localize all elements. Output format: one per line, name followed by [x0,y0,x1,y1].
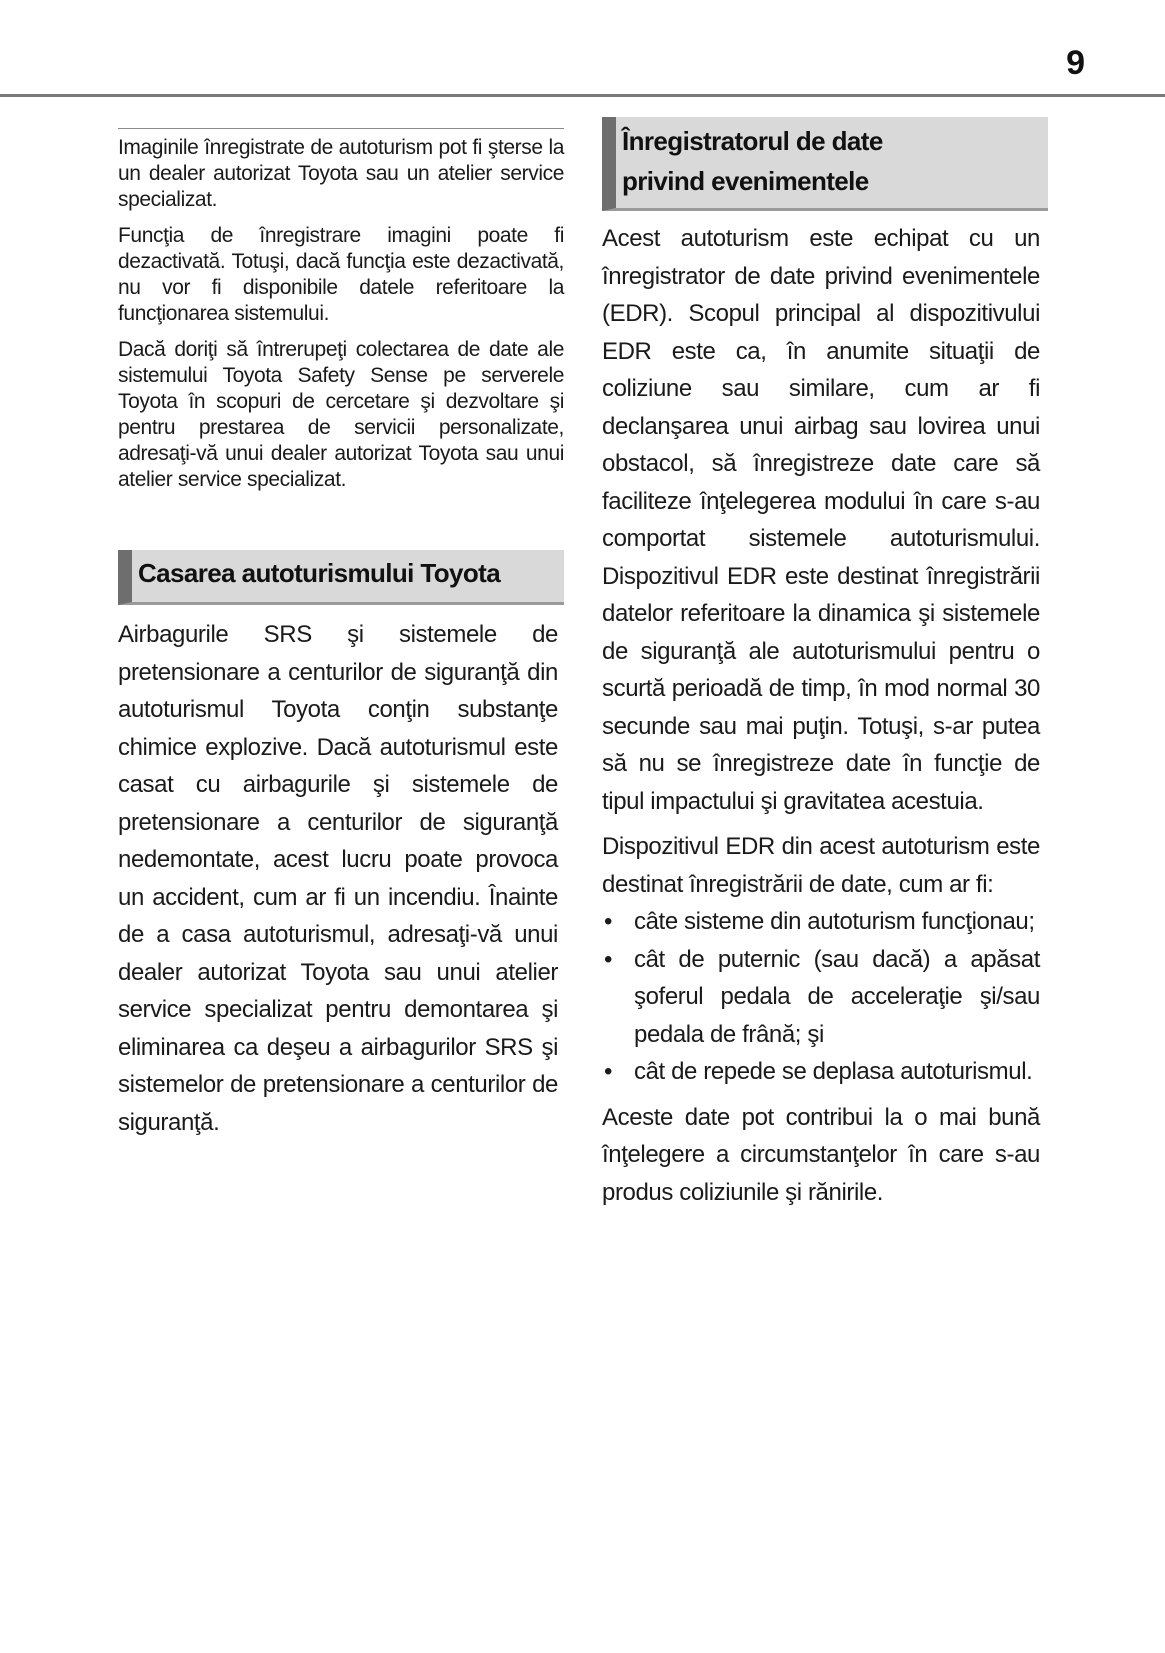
section-heading-text: Casarea autoturismului Toyota [138,558,501,588]
edr-paragraph-2: Dispozitivul EDR din acest autoturism este destinat înregistrării de date, cum ar fi: [602,833,1040,898]
section-heading-line-1: Înregistratorul de date [622,126,883,156]
list-item-text: cât de puternic (sau dacă) a apăsat şoferul pedala de acceleraţie şi/sau pedala de frână; şi [634,945,1040,1048]
edr-bullet-list [602,903,1040,1091]
edr-paragraph-3: Aceste date pot contribui la o mai bună înţelegere a circumstanţelor în care s-au produs coliziunile şi rănirile. [602,1103,1040,1206]
list-item [602,903,1040,941]
edr-body [602,220,1040,1211]
bullet-icon: • [604,1058,613,1085]
header-divider [0,94,1165,97]
note-paragraph-2: Funcţia de înregistrare imagini poate fi dezactivată. Totuşi, dacă funcţia este dezactivată, nu vor fi disponibile datele referitoare la funcţionarea sistemului. [118,224,564,325]
section-heading-disposal [118,550,564,605]
bullet-icon: • [604,908,613,935]
bullet-icon: • [604,945,613,973]
section-heading-edr [602,117,1048,211]
list-item-text: cât de repede se deplasa autoturismul. [634,1058,1033,1085]
edr-paragraph-1: Acest autoturism este echipat cu un înregistrator de date privind evenimentele (EDR). Scopul principal al dispozitivului EDR este ca, în anumite situaţii de coliziune sau similare, cum ar fi declanşarea unui airbag sau lovirea unui obstacol, să înregistreze date care să faciliteze înţelegerea modului în care s-au comportat sistemele autoturismului. Dispozitivul EDR este destinat înregistrării datelor referitoare la dinamica şi sistemele de siguranţă ale autoturismului pentru o scurtă perioadă de timp, în mod normal 30 secunde sau mai puţin. Totuşi, s-ar putea să nu se înregistreze date în funcţie de tipul impactului şi gravitatea acestuia. [602,225,1040,815]
disposal-body [118,616,558,1141]
list-item-text: câte sisteme din autoturism funcţionau; [634,908,1035,935]
note-box [118,128,564,503]
page-number: 9 [1066,44,1085,82]
disposal-paragraph: Airbagurile SRS şi sistemele de pretensionare a centurilor de siguranţă din autoturismul Toyota conţin substanţe chimice explozive. Dacă autoturismul este casat cu airbagurile şi sistemele de pretensionare a centurilor de siguranţă nedemontate, acest lucru poate provoca un accident, cum ar fi un incendiu. Înainte de a casa autoturismul, adresaţi-vă unui dealer autorizat Toyota sau unui atelier service specializat pentru demontarea şi eliminarea ca deşeu a airbagurilor SRS şi sistemelor de pretensionare a centurilor de siguranţă. [118,621,558,1136]
note-paragraph-3: Dacă doriţi să întrerupeţi colectarea de date ale sistemului Toyota Safety Sense pe serverele Toyota în scopuri de cercetare şi dezvoltare şi pentru prestarea de servicii personalizate, adresaţi-vă unui dealer autorizat Toyota sau unui atelier service specializat. [118,338,564,491]
list-item [602,1053,1040,1091]
section-heading-line-2: privind evenimentele [622,166,869,196]
list-item [602,941,1040,1054]
note-paragraph-1: Imaginile înregistrate de autoturism pot fi şterse la un dealer autorizat Toyota sau un atelier service specializat. [118,136,564,211]
